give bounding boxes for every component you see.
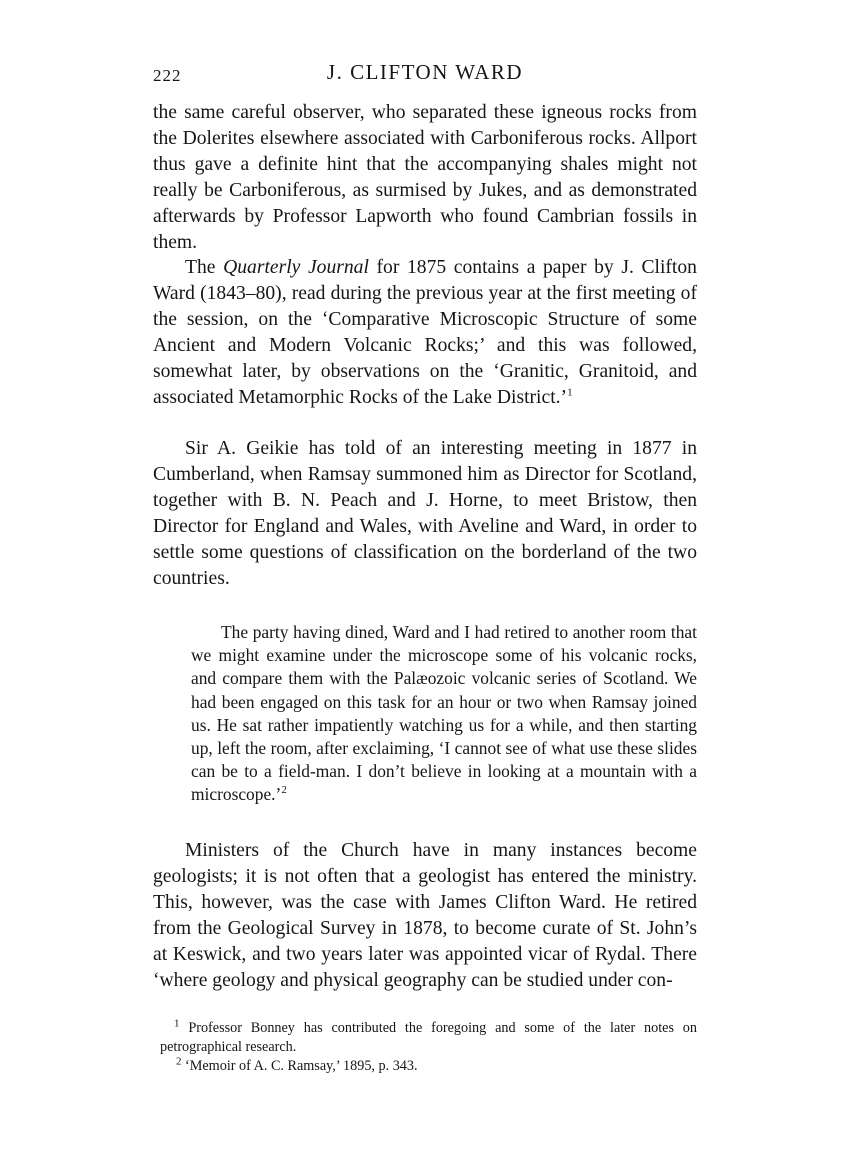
paragraph-2 [153, 255, 697, 410]
footnote-1-text: Professor Bonney has contributed the foregoing and some of the later notes on petrographical research. [160, 1020, 697, 1055]
journal-title: Quarterly Journal [223, 257, 369, 278]
paragraph-1-text: the same careful observer, who separated these igneous rocks from the Dolerites elsewhere associated with Carboniferous rocks. Allport thus gave a definite hint that the accompanying shales might not really be Carboniferous, as surmised by Jukes, and as demonstrated afterwards by Professor Lapworth who found Cambrian fossils in them. [153, 102, 697, 253]
paragraph-2-lead: The [185, 257, 224, 278]
page-header [153, 60, 697, 90]
running-head: J. CLIFTON WARD [326, 60, 524, 84]
footnote-2-marker: 2 [176, 1055, 182, 1068]
paragraph-2-text [153, 255, 697, 410]
paragraph-1 [153, 100, 697, 255]
footnotes [160, 1019, 697, 1076]
paragraph-3-text: Sir A. Geikie has told of an interesting meeting in 1877 in Cumberland, when Ramsay summoned him as Director for Scotland, together with B. N. Peach and J. Horne, to meet Bristow, then Director for England and Wales, with Aveline and Ward, in order to settle some questions of classification on the borderland of the two countries. [153, 438, 697, 589]
footnote-2 [160, 1057, 697, 1076]
footnote-1 [160, 1019, 697, 1057]
paragraph-4-text: Ministers of the Church have in many instances become geologists; it is not often that a geologist has entered the ministry. This, however, was the case with James Clifton Ward. He retired from the Geological Survey in 1878, to become curate of St. John’s at Keswick, and two years later was appointed vicar of Rydal. There ‘where geology and physical geography can be studied under con- [153, 840, 697, 991]
footnote-ref-2: 2 [281, 784, 287, 797]
paragraph-4 [153, 838, 697, 993]
footnote-ref-1: 1 [567, 386, 573, 398]
paragraph-2-rest: for 1875 contains a paper by J. Clifton Ward (1843–80), read during the previous year at the first meeting of the session, on the ‘Comparative Microscopic Structure of some Ancient and Modern Volcanic Rocks;’ and this was followed, somewhat later, by observations on the ‘Granitic, Granitoid, and associated Metamorphic Rocks of the Lake District.’ [153, 257, 697, 408]
footnote-1-marker: 1 [174, 1017, 180, 1030]
page-number: 222 [153, 66, 182, 85]
block-quote-body: The party having dined, Ward and I had retired to another room that we might examine under the microscope some of his volcanic rocks, and compare them with the Palæozoic volcanic series of Scotland. We had been engaged on this task for an hour or two when Ramsay joined us. He sat rather impatiently watching us for a while, and then starting up, left the room, after exclaiming, ‘I cannot see of what use these slides can be to a field-man. I don’t believe in looking at a mountain with a microscope.’ [191, 622, 697, 805]
paragraph-3 [153, 436, 697, 591]
block-quote [191, 621, 697, 807]
block-quote-text [191, 621, 697, 807]
footnote-2-text: ‘Memoir of A. C. Ramsay,’ 1895, p. 343. [185, 1058, 418, 1074]
